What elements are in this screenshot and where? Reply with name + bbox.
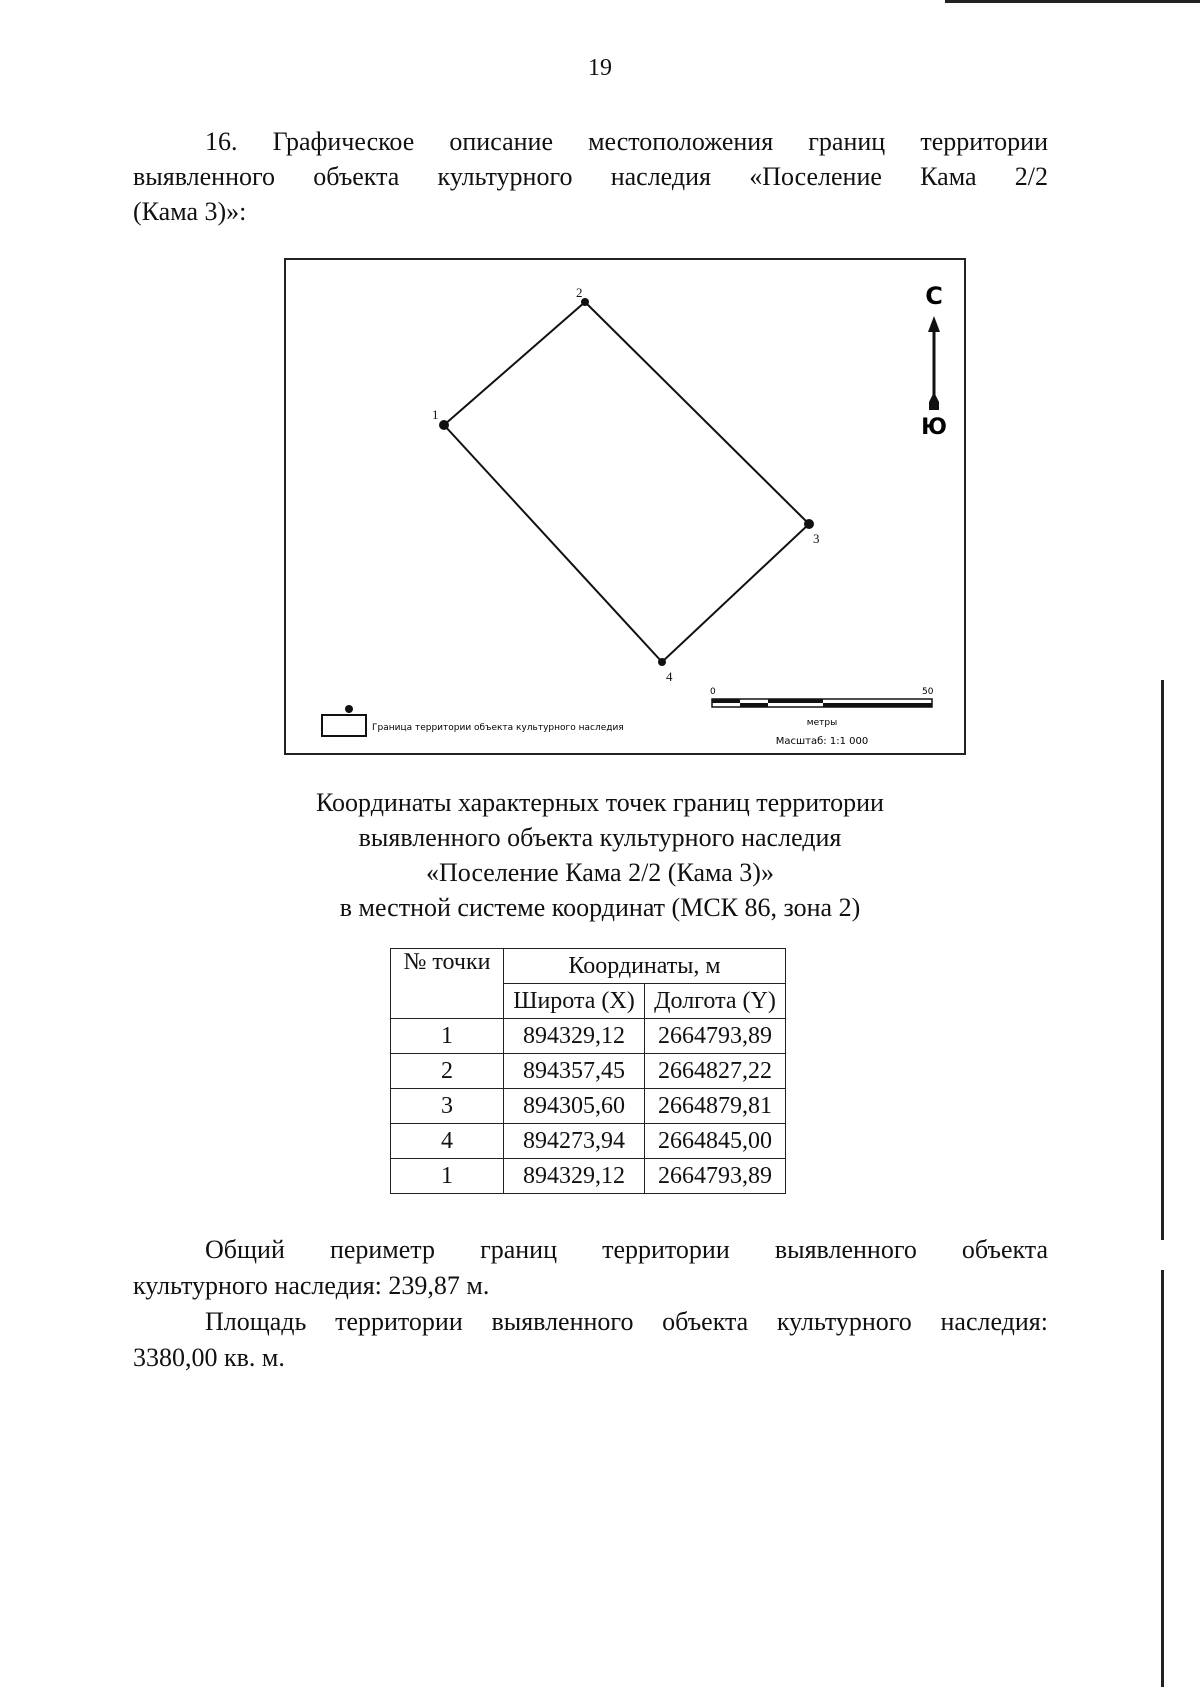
caption-line: Координаты характерных точек границ территории bbox=[316, 788, 884, 817]
scale-unit: метры bbox=[806, 718, 838, 728]
intro-line: выявленного объекта культурного наследия «Поселение Кама 2/2 bbox=[133, 162, 1048, 191]
coordinates-table bbox=[390, 948, 786, 1194]
cell-point: 4 bbox=[391, 1124, 504, 1159]
map-canvas bbox=[286, 260, 968, 757]
cell-y: 2664793,89 bbox=[645, 1019, 786, 1054]
scan-edge-mark bbox=[1161, 680, 1164, 1240]
point-label-4: 4 bbox=[666, 669, 673, 684]
scan-edge-mark bbox=[1161, 1270, 1164, 1687]
intro-paragraph bbox=[133, 124, 1048, 229]
table-row bbox=[391, 1054, 786, 1089]
cell-point: 1 bbox=[391, 1019, 504, 1054]
legend-polygon-icon bbox=[322, 715, 366, 736]
cell-x: 894357,45 bbox=[504, 1054, 645, 1089]
territory-boundary bbox=[444, 302, 809, 662]
legend-point-icon bbox=[345, 705, 353, 713]
point-label-2: 2 bbox=[576, 285, 583, 300]
area-line: Площадь территории выявленного объекта культурного наследия: bbox=[205, 1307, 1048, 1336]
caption-line: «Поселение Кама 2/2 (Кама 3)» bbox=[426, 858, 774, 887]
cell-y: 2664845,00 bbox=[645, 1124, 786, 1159]
scan-top-rule bbox=[945, 0, 1200, 3]
cell-y: 2664827,22 bbox=[645, 1054, 786, 1089]
scale-ratio: Масштаб: 1:1 000 bbox=[775, 736, 869, 747]
header-y: Долгота (Y) bbox=[645, 984, 786, 1019]
legend-label: Граница территории объекта культурного наследия bbox=[372, 723, 624, 733]
cell-point: 1 bbox=[391, 1159, 504, 1194]
north-arrow-icon bbox=[921, 282, 947, 440]
cell-x: 894305,60 bbox=[504, 1089, 645, 1124]
caption-line: в местной системе координат (МСК 86, зона 2) bbox=[339, 893, 861, 922]
header-point: № точки bbox=[391, 949, 504, 1019]
cell-y: 2664793,89 bbox=[645, 1159, 786, 1194]
perimeter-line: культурного наследия: 239,87 м. bbox=[133, 1271, 490, 1300]
intro-line: (Кама 3)»: bbox=[133, 197, 247, 226]
summary-paragraphs bbox=[133, 1232, 1048, 1376]
svg-text:0: 0 bbox=[710, 687, 716, 697]
header-coords: Координаты, м bbox=[504, 949, 786, 984]
table-row bbox=[391, 1124, 786, 1159]
perimeter-line: Общий периметр границ территории выявленного объекта bbox=[205, 1235, 1048, 1264]
cell-x: 894273,94 bbox=[504, 1124, 645, 1159]
header-x: Широта (X) bbox=[504, 984, 645, 1019]
table-header-row bbox=[391, 949, 786, 984]
svg-text:50: 50 bbox=[922, 687, 934, 697]
table-row bbox=[391, 1159, 786, 1194]
point-label-1: 1 bbox=[432, 407, 439, 422]
cell-x: 894329,12 bbox=[504, 1159, 645, 1194]
intro-line: 16. Графическое описание местоположения границ территории bbox=[205, 127, 1048, 156]
cell-y: 2664879,81 bbox=[645, 1089, 786, 1124]
table-row bbox=[391, 1019, 786, 1054]
cell-point: 3 bbox=[391, 1089, 504, 1124]
table-caption bbox=[0, 785, 1200, 925]
page-number: 19 bbox=[588, 55, 612, 81]
scale-bar bbox=[710, 687, 934, 747]
boundary-map bbox=[284, 258, 966, 755]
table-row bbox=[391, 1089, 786, 1124]
compass-south: Ю bbox=[921, 415, 947, 440]
caption-line: выявленного объекта культурного наследия bbox=[358, 823, 842, 852]
point-label-3: 3 bbox=[813, 531, 820, 546]
compass-north: С bbox=[925, 282, 943, 310]
map-legend bbox=[322, 705, 624, 736]
area-line: 3380,00 кв. м. bbox=[133, 1343, 285, 1372]
cell-point: 2 bbox=[391, 1054, 504, 1089]
cell-x: 894329,12 bbox=[504, 1019, 645, 1054]
